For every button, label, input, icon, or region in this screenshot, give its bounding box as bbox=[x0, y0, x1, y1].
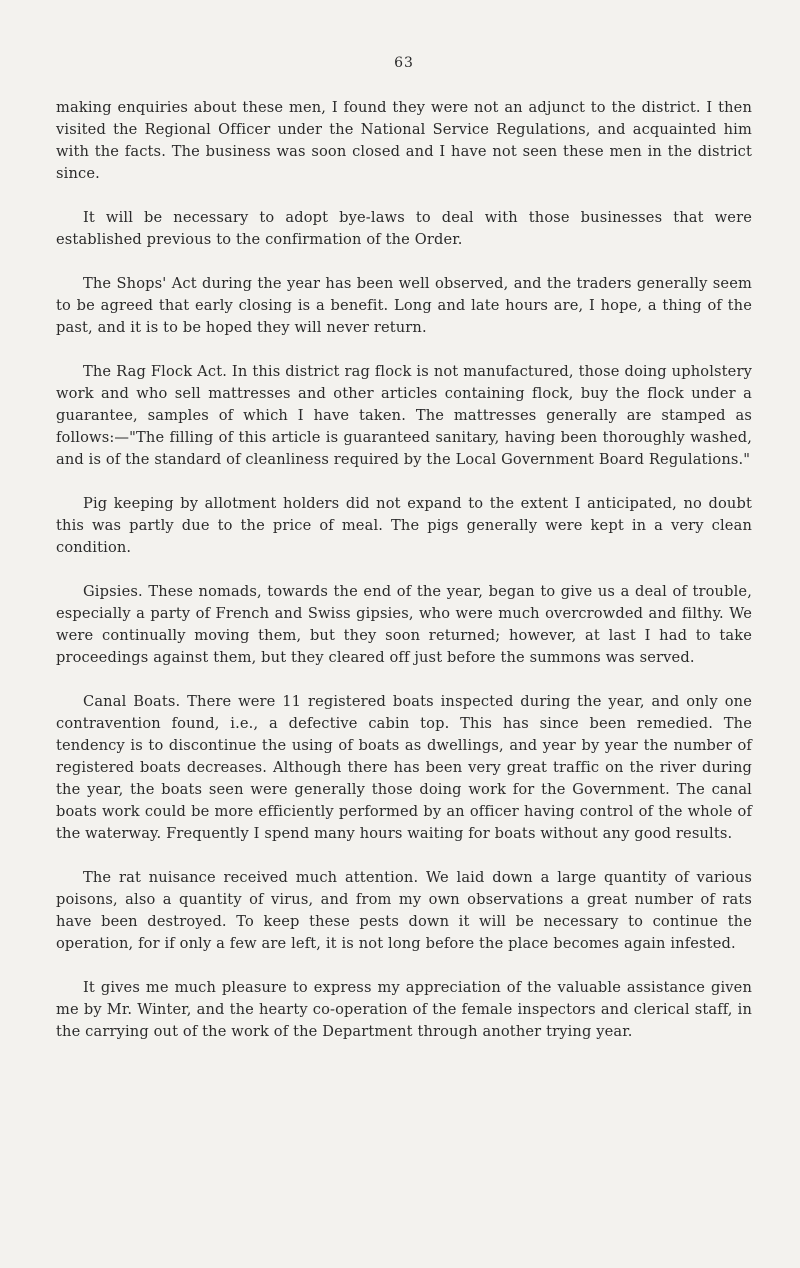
paragraph-shops-act: The Shops' Act during the year has been well observed, and the traders generally seem to be agreed that early closing is a benefit. Long and late hours are, I hope, a thing of the past, and it is to be hoped they will never return. bbox=[56, 275, 752, 336]
page-number: 63 bbox=[394, 55, 414, 71]
paragraph-canal-boats: Canal Boats. There were 11 registered boats inspected during the year, and only one contravention found, i.e., a defective cabin top. This has since been remedied. The tendency is to discontinue the using of boats as dwellings, and year by year the number of registered boats decreases. Although there has been very great traffic on the river during the year, the boats seen were generally those doing work for the Government. The canal boats work could be more efficiently performed by an officer having control of the whole of the waterway. Frequently I spend many hours waiting for boats without any good results. bbox=[56, 693, 752, 842]
paragraph-enquiries: making enquiries about these men, I found they were not an adjunct to the district. I then visited the Regional Officer under the National Service Regulations, and acquainted him with the facts. The business was soon closed and I have not seen these men in the district since. bbox=[56, 99, 752, 182]
paragraph-rat-nuisance: The rat nuisance received much attention. We laid down a large quantity of various poisons, also a quantity of virus, and from my own observations a great number of rats have been destroyed. To keep these pests down it will be necessary to continue the operation, for if only a few are left, it is not long before the place becomes again infested. bbox=[56, 869, 752, 952]
paragraph-bye-laws: It will be necessary to adopt bye-laws to deal with those businesses that were established previous to the confirmation of the Order. bbox=[56, 209, 752, 248]
paragraph-gipsies: Gipsies. These nomads, towards the end of the year, began to give us a deal of trouble, especially a party of French and Swiss gipsies, who were much overcrowded and filthy. We were continually moving them, but they soon returned; however, at last I had to take proceedings against them, but they cleared off just before the summons was served. bbox=[56, 583, 752, 666]
paragraph-pig-keeping: Pig keeping by allotment holders did not expand to the extent I anticipated, no doubt this was partly due to the price of meal. The pigs generally were kept in a very clean condition. bbox=[56, 495, 752, 556]
paragraph-appreciation: It gives me much pleasure to express my appreciation of the valuable assistance given me by Mr. Winter, and the hearty co-operation of the female inspectors and clerical staff, in the carrying out of the work of the Department through another trying year. bbox=[56, 979, 752, 1040]
paragraph-rag-flock-act: The Rag Flock Act. In this district rag flock is not manufactured, those doing upholstery work and who sell mattresses and other articles containing flock, buy the flock under a guarantee, samples of which I have taken. The mattresses generally are stamped as follows:—"The filling of this article is guaranteed sanitary, having been thoroughly washed, and is of the standard of cleanliness required by the Local Government Board Regulations." bbox=[56, 363, 752, 468]
